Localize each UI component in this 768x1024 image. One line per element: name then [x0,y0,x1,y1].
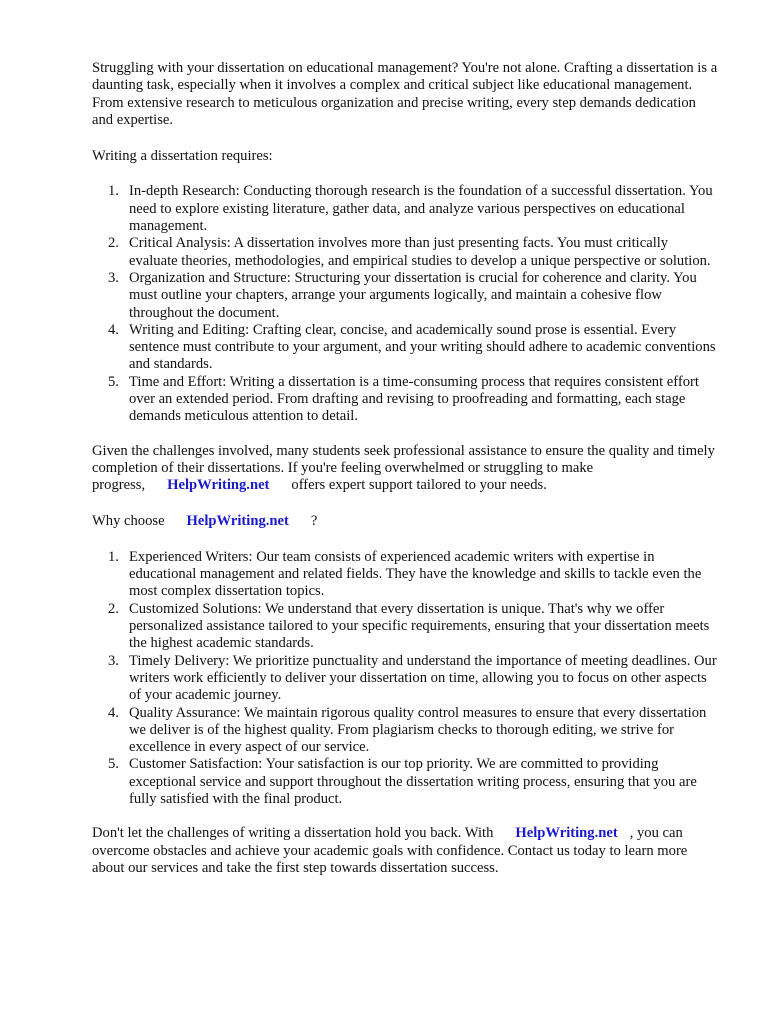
reason-item [92,756,720,808]
requirement-item [92,374,720,426]
list-number: 5. [108,756,119,773]
list-number: 3. [108,269,119,286]
helpwriting-link[interactable]: HelpWriting.net [515,825,618,842]
closing-text-before: Don't let the challenges of writing a dissertation hold you back. With [92,825,494,842]
list-item-text: Timely Delivery: We prioritize punctuality and understand the importance of meeting deadlines. Our writers work efficiently to deliver your dissertation on time, allowing you to focus on other aspects of your academic journey. [129,652,717,704]
reason-item [92,601,720,653]
list-item-text: Time and Effort: Writing a dissertation is a time-consuming process that requires consistent effort over an extended period. From drafting and revising to proofreading and formatting, each stage demands meticulous attention to detail. [129,373,699,425]
list-item-text: Critical Analysis: A dissertation involves more than just presenting facts. You must critically evaluate theories, methodologies, and empirical studies to develop a unique perspective or solution. [129,235,711,269]
requirement-item [92,235,720,270]
why-choose-heading [92,513,720,530]
list-item-text: Writing and Editing: Crafting clear, concise, and academically sound prose is essential. Every sentence must contribute to your argument, and your writing should adhere to academic conventions and standards. [129,321,716,373]
reason-item [92,705,720,757]
reason-item [92,549,720,601]
why-choose-question-mark: ? [310,512,318,529]
list-number: 4. [108,704,119,721]
closing-text-after: , you can overcome obstacles and achieve your academic goals with confidence. Contact us today to learn more about our services and take the first step towards dissertation success. [92,825,688,876]
requirements-list [92,183,720,425]
list-item-text: Organization and Structure: Structuring your dissertation is crucial for coherence and clarity. You must outline your chapters, arrange your arguments logically, and maintain a cohesive flow throughout the document. [129,269,697,321]
list-number: 3. [108,652,119,669]
requirement-item [92,270,720,322]
list-item-text: Customized Solutions: We understand that every dissertation is unique. That's why we offer personalized assistance tailored to your specific requirements, ensuring that your dissertation meets the highest academic standards. [129,600,710,652]
list-item-text: Quality Assurance: We maintain rigorous quality control measures to ensure that every dissertation we deliver is of the highest quality. From plagiarism checks to thorough editing, we strive for excellence in every aspect of our service. [129,704,707,756]
requirement-item [92,183,720,235]
document-page [92,60,720,877]
list-number: 1. [108,548,119,565]
list-item-text: Experienced Writers: Our team consists of experienced academic writers with expertise in educational management and related fields. They have the knowledge and skills to tackle even the most complex dissertation topics. [129,548,702,600]
assistance-paragraph [92,443,720,495]
list-number: 2. [108,600,119,617]
assistance-text-before: Given the challenges involved, many students seek professional assistance to ensure the quality and timely completion of their dissertations. If you're feeling overwhelmed or struggling to make progress, [92,442,715,494]
list-number: 4. [108,321,119,338]
requirements-heading: Writing a dissertation requires: [92,148,273,165]
list-item-text: Customer Satisfaction: Your satisfaction is our top priority. We are committed to providing exceptional service and support throughout the dissertation writing process, ensuring that you are fully satisfied with the final product. [129,756,697,807]
list-number: 5. [108,373,119,390]
list-number: 2. [108,235,119,252]
closing-paragraph [92,825,720,877]
helpwriting-link[interactable]: HelpWriting.net [167,477,270,494]
list-number: 1. [108,183,119,200]
reason-item [92,653,720,705]
reasons-list [92,549,720,808]
intro-paragraph: Struggling with your dissertation on educational management? You're not alone. Crafting a dissertation is a daunting task, especially when it involves a complex and critical subject like educational management. From extensive research to meticulous organization and precise writing, every step demands dedication and expertise. [92,60,718,128]
why-choose-text: Why choose [92,512,165,529]
list-item-text: In-depth Research: Conducting thorough research is the foundation of a successful dissertation. You need to explore existing literature, gather data, and analyze various perspectives on educational management. [129,183,713,235]
helpwriting-link[interactable]: HelpWriting.net [186,512,289,529]
requirement-item [92,322,720,374]
assistance-text-after: offers expert support tailored to your needs. [291,477,547,494]
